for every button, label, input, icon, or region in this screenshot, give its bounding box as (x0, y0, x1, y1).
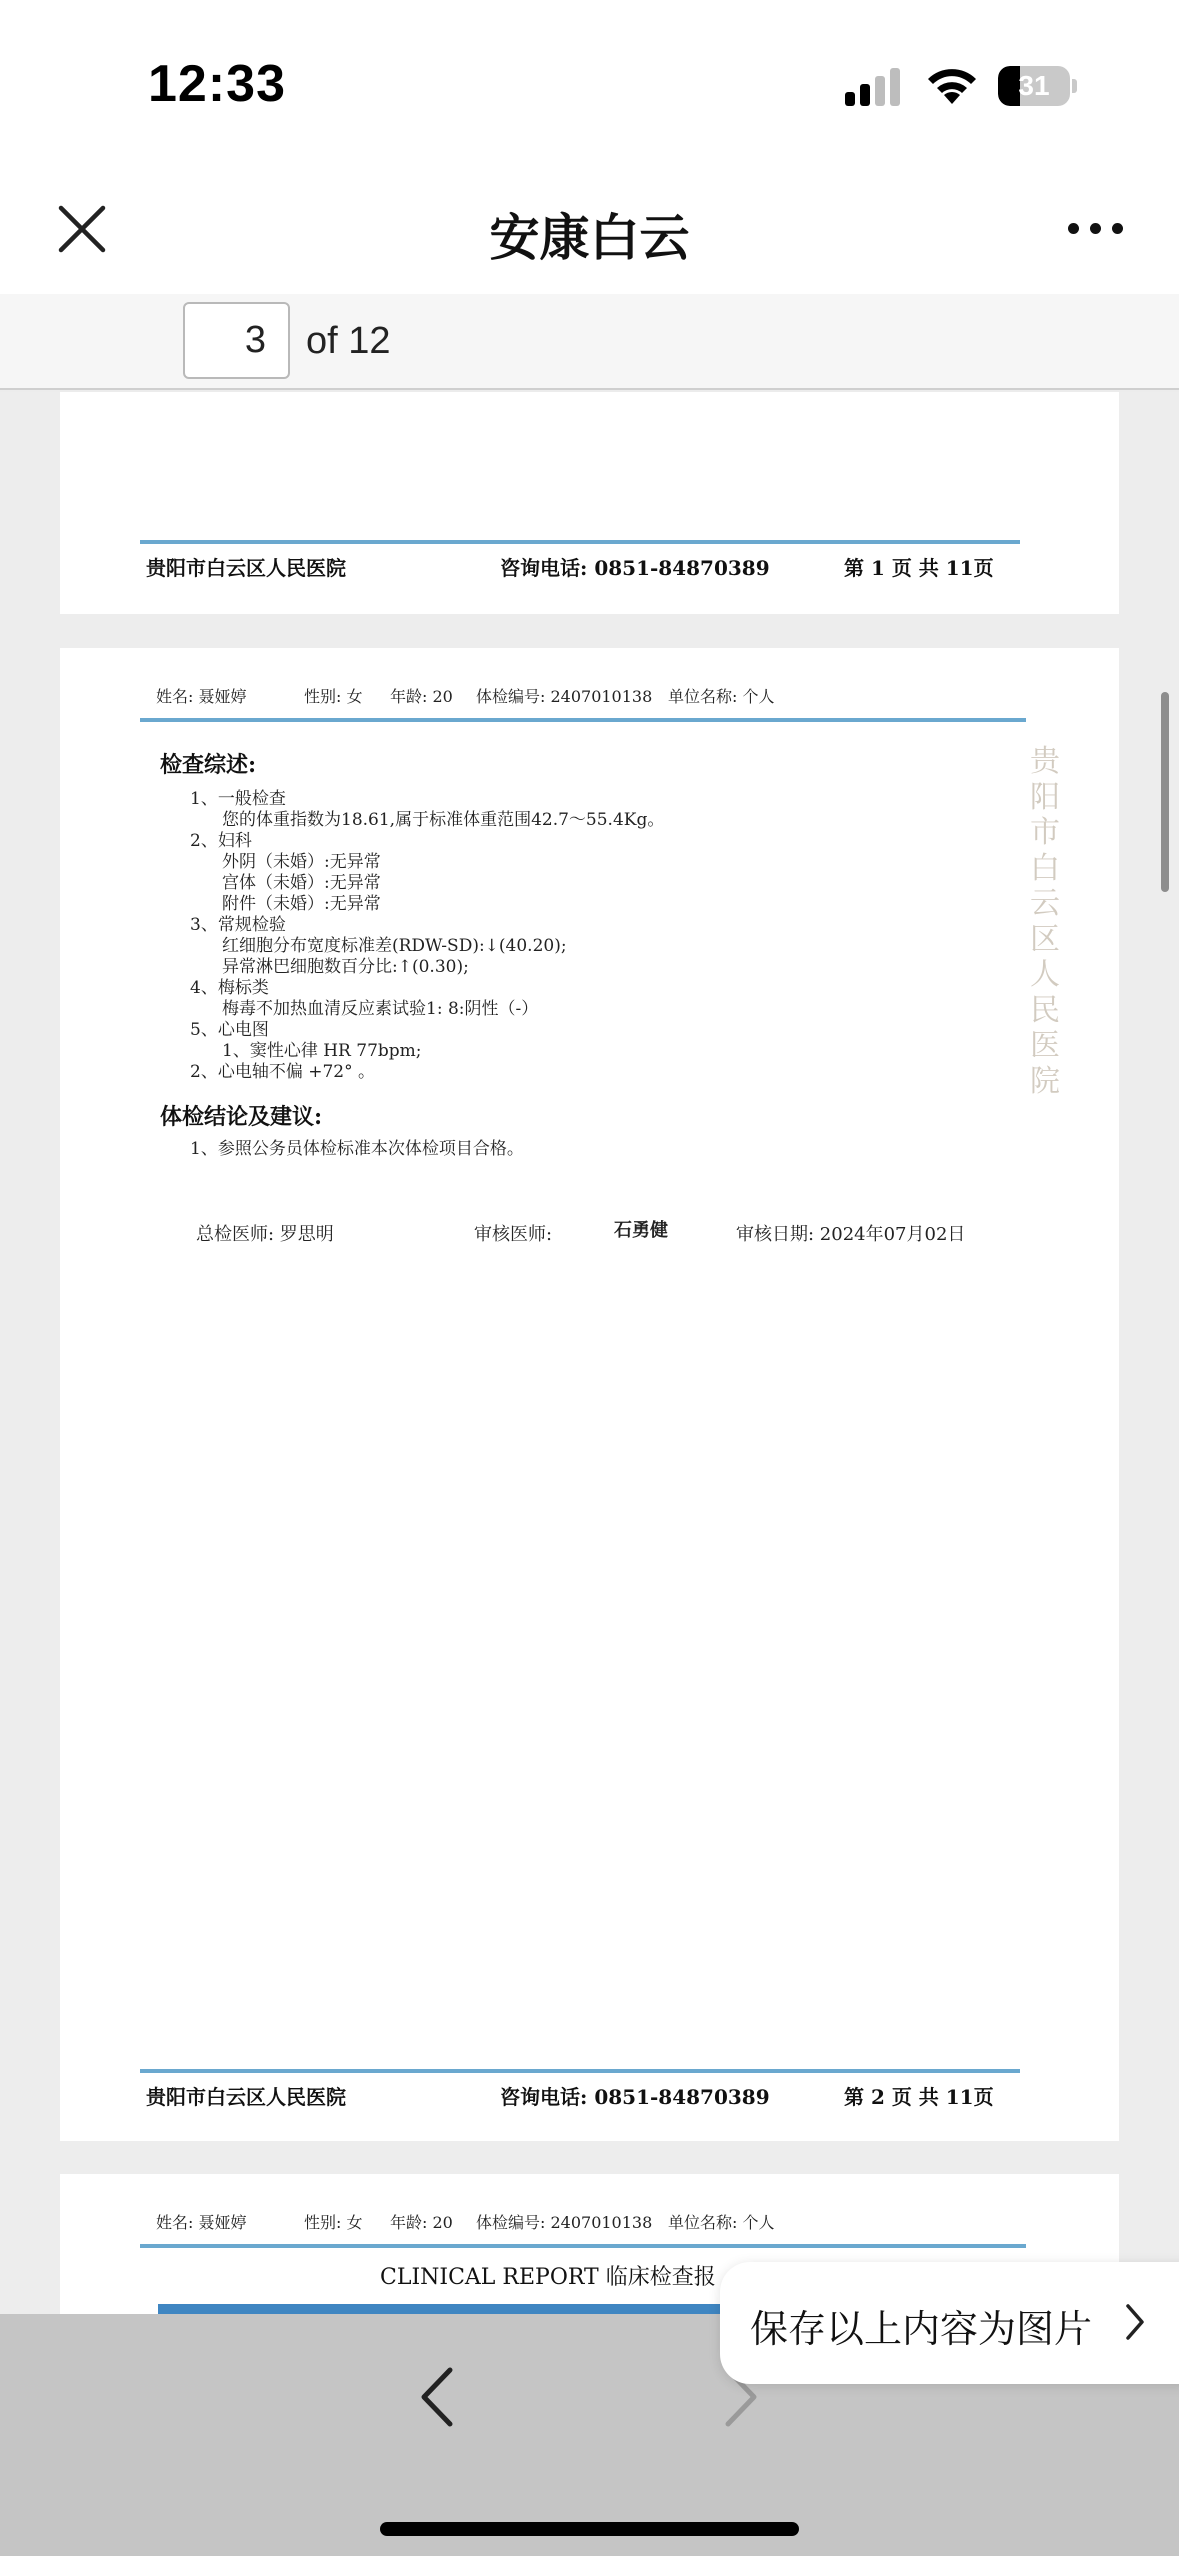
patient-gender: 性别: 女 (304, 687, 363, 706)
scrollbar-thumb[interactable] (1161, 692, 1169, 892)
summary-line: 梅毒不加热血清反应素试验1: 8:阴性（-） (222, 999, 539, 1019)
summary-line: 1、一般检查 (190, 789, 286, 809)
wifi-icon (923, 64, 981, 108)
reviewer-label: 审核医师: (474, 1224, 553, 1245)
footer-phone: 咨询电话: 0851-84870389 (500, 556, 770, 580)
battery-level: 31 (1018, 70, 1050, 101)
footer-page-label: 第 1 页 共 11页 (844, 556, 994, 580)
exam-number: 体检编号: 2407010138 (476, 2213, 653, 2232)
patient-age: 年龄: 20 (390, 2213, 453, 2232)
chevron-left-icon[interactable] (412, 2362, 462, 2432)
report-title: CLINICAL REPORT 临床检查报 (380, 2265, 716, 2290)
nav-bar (0, 170, 1179, 294)
battery-icon (998, 66, 1076, 106)
cellular-signal-icon (843, 66, 905, 110)
summary-line: 5、心电图 (190, 1020, 269, 1040)
footer-divider (140, 540, 1020, 544)
footer-hospital: 贵阳市白云区人民医院 (146, 556, 346, 580)
patient-age: 年龄: 20 (390, 687, 453, 706)
footer-divider (140, 2069, 1020, 2073)
conclusion-line: 1、参照公务员体检标准本次体检项目合格。 (190, 1139, 524, 1159)
status-bar (0, 0, 1179, 170)
hospital-stamp: 贵阳市白云区人民医院 (1030, 744, 1060, 1099)
save-as-image-button[interactable] (720, 2262, 1179, 2384)
patient-name: 姓名: 聂娅婷 (156, 2213, 247, 2232)
summary-line: 红细胞分布宽度标准差(RDW-SD):↓(40.20); (222, 936, 567, 956)
footer-phone: 咨询电话: 0851-84870389 (500, 2085, 770, 2109)
review-date: 审核日期: 2024年07月02日 (736, 1224, 966, 1245)
footer-page-label: 第 2 页 共 11页 (844, 2085, 994, 2109)
pdf-viewer[interactable] (0, 392, 1179, 2314)
unit-name: 单位名称: 个人 (668, 687, 775, 706)
patient-gender: 性别: 女 (304, 2213, 363, 2232)
more-icon[interactable] (1068, 220, 1124, 238)
summary-line: 您的体重指数为18.61,属于标准体重范围42.7～55.4Kg。 (222, 810, 665, 830)
pdf-toolbar (0, 294, 1179, 390)
exam-number: 体检编号: 2407010138 (476, 687, 653, 706)
status-time: 12:33 (148, 55, 286, 113)
summary-line: 2、心电轴不偏 +72° 。 (190, 1062, 375, 1082)
summary-line: 1、窦性心律 HR 77bpm; (222, 1041, 422, 1061)
save-as-image-label: 保存以上内容为图片 (750, 2307, 1093, 2351)
summary-title: 检查综述: (160, 752, 257, 778)
page-number-input[interactable]: 3 (183, 302, 290, 379)
conclusion-title: 体检结论及建议: (160, 1104, 323, 1130)
pdf-page-2 (60, 648, 1119, 2141)
chevron-right-icon (1124, 2302, 1146, 2342)
summary-line: 外阴（未婚）:无异常 (222, 852, 381, 872)
summary-line: 3、常规检验 (190, 915, 286, 935)
unit-name: 单位名称: 个人 (668, 2213, 775, 2232)
header-divider (140, 718, 1026, 722)
home-indicator[interactable] (380, 2522, 799, 2536)
footer-hospital: 贵阳市白云区人民医院 (146, 2085, 346, 2109)
summary-line: 附件（未婚）:无异常 (222, 894, 381, 914)
patient-name: 姓名: 聂娅婷 (156, 687, 247, 706)
summary-line: 异常淋巴细胞数百分比:↑(0.30); (222, 957, 469, 977)
chief-doctor: 总检医师: 罗思明 (196, 1224, 334, 1245)
page-title: 安康白云 (489, 209, 690, 267)
page-total-label: of 12 (306, 320, 391, 362)
reviewer-signature: 石勇健 (614, 1220, 668, 1241)
header-divider (140, 2244, 1026, 2248)
summary-line: 2、妇科 (190, 831, 252, 851)
summary-line: 宫体（未婚）:无异常 (222, 873, 381, 893)
summary-line: 4、梅标类 (190, 978, 269, 998)
pdf-page-1 (60, 392, 1119, 614)
